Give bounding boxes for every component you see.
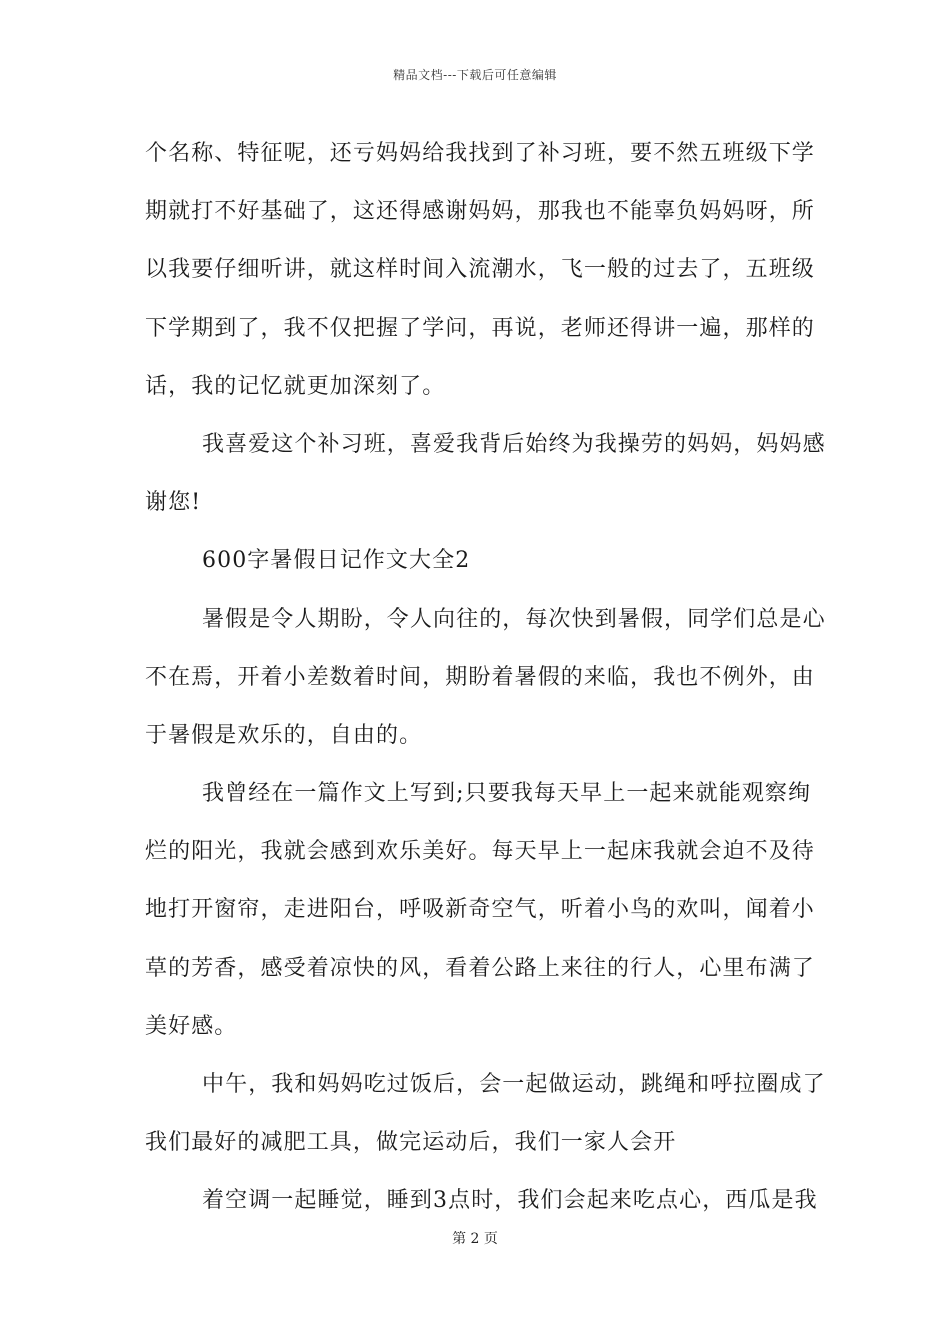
text-line: 烂的阳光，我就会感到欢乐美好。每天早上一起床我就会迫不及待 (145, 839, 815, 865)
text-line: 我们最好的减肥工具，做完运动后，我们一家人会开 (145, 1130, 677, 1156)
page-header: 精品文档---下载后可任意编辑 (393, 68, 557, 82)
text-line: 暑假是令人期盼，令人向往的，每次快到暑假，同学们总是心 (202, 606, 826, 632)
section-heading: 600字暑假日记作文大全2 (202, 548, 471, 574)
text-line: 下学期到了，我不仅把握了学问，再说，老师还得讲一遍，那样的 (145, 315, 815, 341)
text-line: 话，我的记忆就更加深刻了。 (145, 373, 446, 399)
text-line: 我喜爱这个补习班，喜爱我背后始终为我操劳的妈妈，妈妈感 (202, 431, 826, 457)
document-body (145, 130, 826, 1236)
text-line: 着空调一起睡觉，睡到3点时，我们会起来吃点心，西瓜是我 (202, 1188, 818, 1214)
text-line: 期就打不好基础了，这还得感谢妈妈，那我也不能辜负妈妈呀，所 (145, 199, 815, 225)
text-line: 中午，我和妈妈吃过饭后，会一起做运动，跳绳和呼拉圈成了 (202, 1072, 826, 1097)
text-line: 我曾经在一篇作文上写到;只要我每天早上一起来就能观察绚 (202, 781, 812, 807)
text-line: 个名称、特征呢，还亏妈妈给我找到了补习班，要不然五班级下学 (145, 141, 815, 166)
text-line: 草的芳香，感受着凉快的风，看着公路上来往的行人，心里布满了 (145, 955, 815, 981)
text-line: 地打开窗帘，走进阳台，呼吸新奇空气，听着小鸟的欢叫，闻着小 (145, 897, 815, 923)
text-line: 于暑假是欢乐的，自由的。 (145, 722, 423, 748)
text-line: 以我要仔细听讲，就这样时间入流潮水，飞一般的过去了，五班级 (145, 257, 815, 283)
text-line: 美好感。 (145, 1013, 238, 1039)
text-line: 谢您! (145, 490, 202, 516)
page-number: 第 2 页 (452, 1231, 498, 1247)
text-line: 不在焉，开着小差数着时间，期盼着暑假的来临，我也不例外，由 (145, 664, 815, 690)
